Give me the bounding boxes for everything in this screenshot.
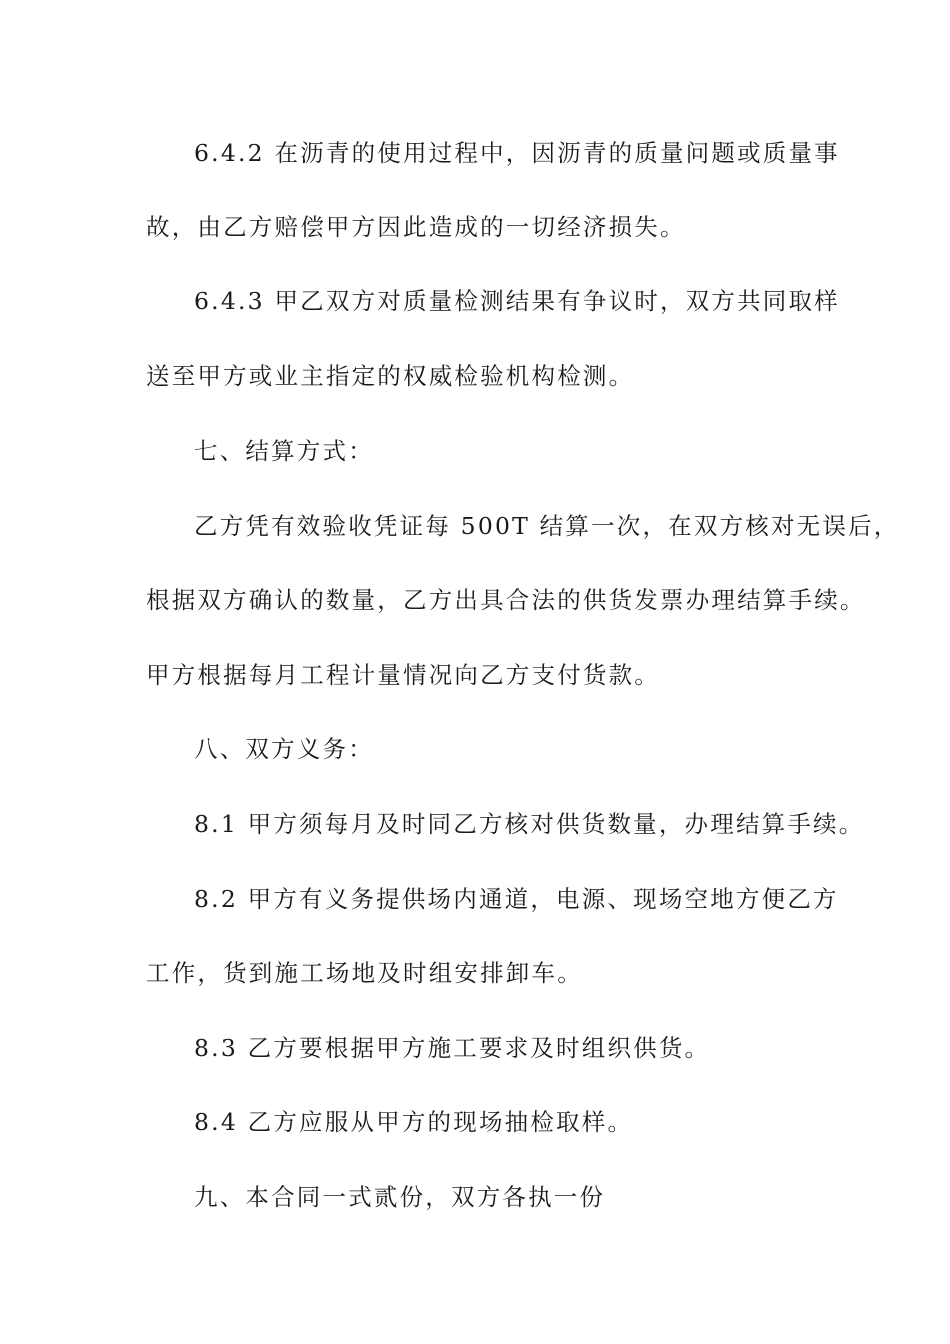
text-line-13: 8.3 乙方要根据甲方施工要求及时组织供货。 [194, 1034, 711, 1062]
text-line-2: 故，由乙方赔偿甲方因此造成的一切经济损失。 [146, 213, 686, 241]
section-heading-copies: 九、本合同一式贰份，双方各执一份 [194, 1183, 606, 1211]
text-line-12: 工作，货到施工场地及时组安排卸车。 [146, 959, 583, 987]
text-line-1: 6.4.2 在沥青的使用过程中，因沥青的质量问题或质量事 [194, 139, 840, 167]
text-line-10: 8.1 甲方须每月及时同乙方核对供货数量，办理结算手续。 [194, 810, 865, 838]
text-line-14: 8.4 乙方应服从甲方的现场抽检取样。 [194, 1108, 634, 1136]
section-heading-obligations: 八、双方义务： [194, 735, 374, 763]
text-line-4: 送至甲方或业主指定的权威检验机构检测。 [146, 362, 635, 390]
text-line-11: 8.2 甲方有义务提供场内通道，电源、现场空地方便乙方 [194, 885, 839, 913]
text-line-8: 甲方根据每月工程计量情况向乙方支付货款。 [146, 661, 660, 689]
text-line-7: 根据双方确认的数量，乙方出具合法的供货发票办理结算手续。 [146, 586, 866, 614]
text-line-6: 乙方凭有效验收凭证每 500T 结算一次，在双方核对无误后， [194, 512, 900, 540]
text-line-3: 6.4.3 甲乙双方对质量检测结果有争议时，双方共同取样 [194, 287, 840, 315]
section-heading-settlement: 七、结算方式： [194, 437, 374, 465]
